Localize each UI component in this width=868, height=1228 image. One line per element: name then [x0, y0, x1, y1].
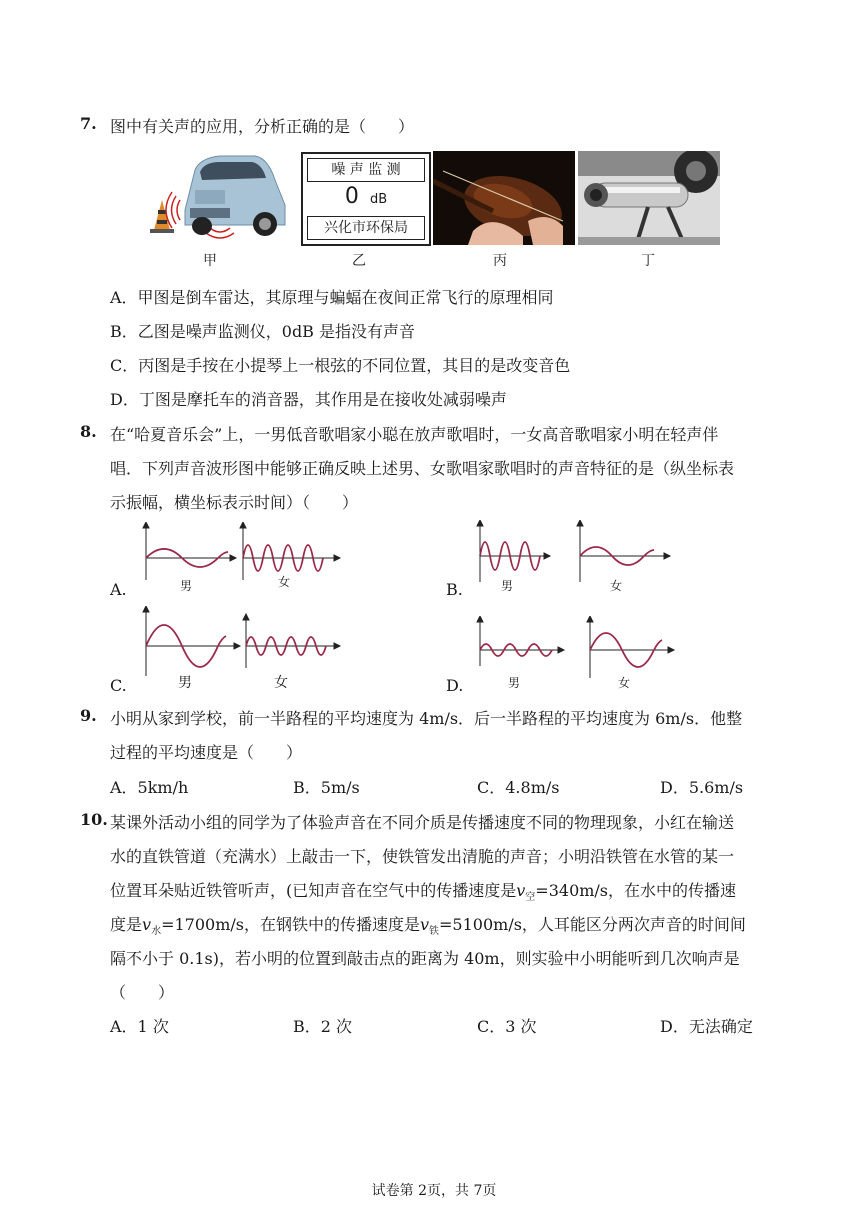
text-segment: =1700m/s，在钢铁中的传播速度是 [161, 915, 420, 934]
option-b: B．乙图是噪声监测仪，0dB 是指没有声音 [110, 322, 416, 341]
option-a: A．1 次 [110, 1017, 169, 1036]
question-number: 9. [80, 706, 97, 725]
waveform-option-a [138, 522, 348, 594]
option-d: D．丁图是摩托车的消音器，其作用是在接收处减弱噪声 [110, 390, 507, 409]
question-stem-line [110, 878, 736, 903]
option-a: A．甲图是倒车雷达，其原理与蝙蝠在夜间正常飞行的原理相同 [110, 288, 554, 307]
question-stem-line: 隔不小于 0.1s)，若小明的位置到敲击点的距离为 40m，则实验中小明能听到几次响声是 [110, 949, 740, 968]
subscript-water: 水 [151, 926, 162, 938]
label-male: 男 [501, 579, 514, 593]
page-footer: 试卷第 2页，共 7页 [371, 1183, 497, 1199]
noise-monitor-org: 兴化市环保局 [307, 216, 425, 240]
option-b-letter: B. [446, 580, 463, 599]
label-female: 女 [610, 579, 623, 593]
label-female: 女 [274, 675, 288, 691]
option-d-letter: D. [446, 676, 464, 695]
question-stem-line: 示振幅，横坐标表示时间）（ ） [110, 493, 359, 512]
caption-bing: 丙 [493, 253, 507, 269]
waveform-option-c [138, 606, 348, 684]
option-b: B．2 次 [293, 1017, 353, 1036]
question-number: 10. [80, 810, 108, 829]
noise-monitor-title: 噪 声 监 测 [307, 158, 425, 182]
subscript-air: 空 [525, 892, 536, 904]
question-number: 8. [80, 422, 97, 441]
question-stem: 图中有关声的应用，分析正确的是（ ） [110, 117, 415, 136]
muffler-image [578, 151, 720, 245]
label-male: 男 [180, 579, 193, 593]
label-male: 男 [178, 675, 192, 691]
question-stem-line: 过程的平均速度是（ ） [110, 743, 303, 762]
question-stem-line: （ ） [110, 983, 175, 1002]
question-stem-line: 水的直铁管道（充满水）上敲击一下，使铁管发出清脆的声音；小明沿铁管在水管的某一 [110, 847, 735, 866]
noise-value: 0 [344, 184, 359, 209]
caption-jia: 甲 [203, 253, 217, 269]
label-male: 男 [508, 676, 521, 690]
option-c: C．丙图是手按在小提琴上一根弦的不同位置，其目的是改变音色 [110, 356, 571, 375]
option-d: D．5.6m/s [660, 778, 744, 797]
noise-monitor-reading [303, 184, 429, 209]
option-c: C．3 次 [477, 1017, 537, 1036]
option-b: B．5m/s [293, 778, 360, 797]
label-female: 女 [618, 676, 631, 690]
velocity-symbol: v [516, 881, 526, 900]
question-stem-line [110, 912, 746, 937]
option-a: A．5km/h [110, 778, 189, 797]
question-stem-line: 某课外活动小组的同学为了体验声音在不同介质是传播速度不同的物理现象，小红在输送 [110, 813, 735, 832]
noise-monitor-panel [301, 152, 431, 246]
question-stem-line: 小明从家到学校，前一半路程的平均速度为 4m/s．后一半路程的平均速度为 6m/s．他整 [110, 709, 743, 728]
text-segment: 位置耳朵贴近铁管听声，(已知声音在空气中的传播速度是 [110, 881, 517, 900]
option-a-letter: A. [110, 580, 127, 599]
question-stem-line: 唱．下列声音波形图中能够正确反映上述男、女歌唱家歌唱时的声音特征的是（纵坐标表 [110, 459, 735, 478]
option-c: C．4.8m/s [477, 778, 560, 797]
waveform-option-d [472, 616, 682, 688]
violin-image [433, 151, 575, 245]
text-segment: =340m/s，在水中的传播速 [535, 881, 737, 900]
caption-ding: 丁 [641, 253, 655, 269]
label-female: 女 [278, 575, 291, 589]
question-stem-line: 在“哈夏音乐会”上，一男低音歌唱家小聪在放声歌唱时，一女高音歌唱家小明在轻声伴 [110, 425, 719, 444]
text-segment: =5100m/s，人耳能区分两次声音的时间间 [439, 915, 746, 934]
noise-unit: dB [369, 192, 388, 207]
option-c-letter: C. [110, 676, 127, 695]
subscript-iron: 铁 [429, 926, 440, 938]
caption-yi: 乙 [352, 253, 366, 269]
option-d: D．无法确定 [660, 1017, 753, 1036]
velocity-symbol: v [142, 915, 152, 934]
car-radar-image [140, 150, 290, 245]
text-segment: 度是 [110, 915, 143, 934]
question-number: 7. [80, 114, 97, 133]
velocity-symbol: v [419, 915, 430, 934]
